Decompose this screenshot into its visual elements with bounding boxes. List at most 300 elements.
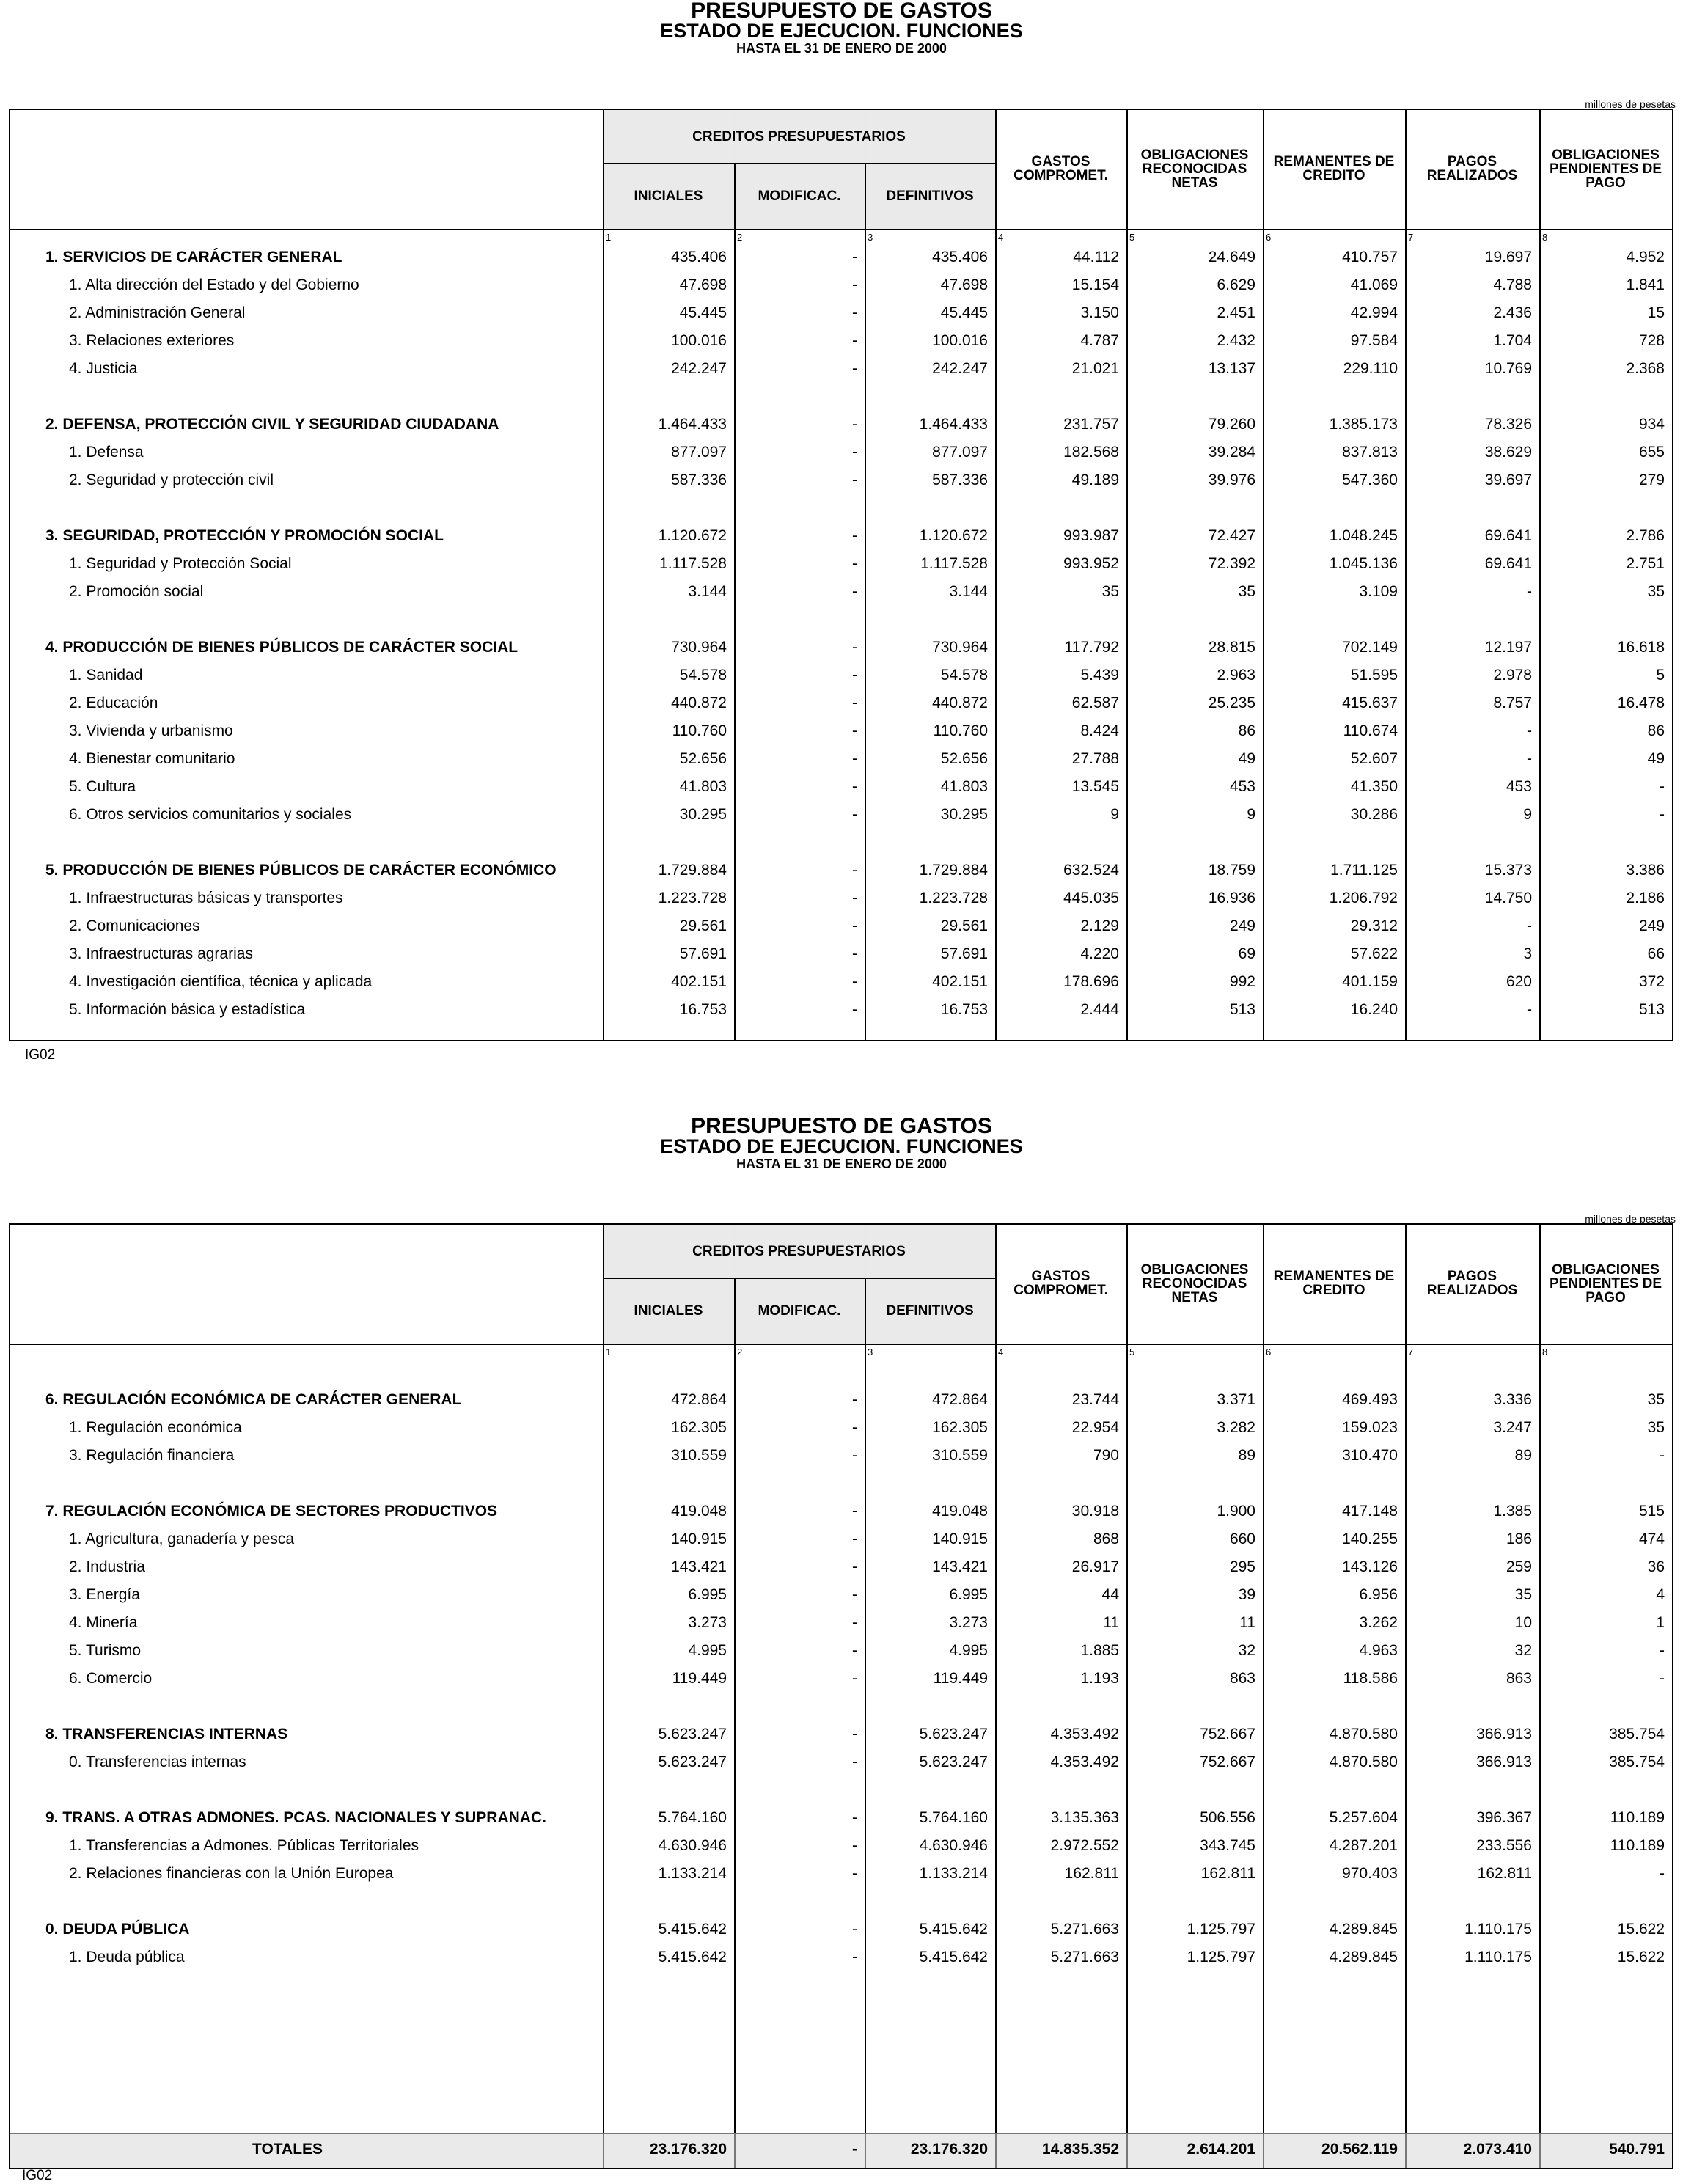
section-label: 8. TRANSFERENCIAS INTERNAS (45, 1726, 288, 1743)
value-cell: 655 (1638, 444, 1665, 461)
item-label: 2. Educación (69, 695, 158, 711)
header-modificac: MODIFICAC. (758, 1302, 841, 1319)
value-cell: 295 (1229, 1558, 1255, 1575)
totals-label: TOTALES (252, 2141, 323, 2158)
value-cell: 1.885 (1080, 1642, 1119, 1659)
column-number: 5 (1129, 232, 1135, 243)
value-cell: 445.035 (1063, 890, 1119, 906)
header-remanentes: REMANENTES DE CREDITO (1273, 1269, 1395, 1298)
value-cell: 1.120.672 (658, 527, 727, 544)
value-cell: - (852, 1419, 857, 1436)
value-cell: - (852, 444, 857, 461)
table-row (10, 1863, 1672, 1885)
value-cell: - (852, 917, 857, 934)
value-cell: 5.623.247 (919, 1726, 988, 1743)
value-cell: 35 (1647, 1391, 1665, 1408)
value-cell: 4.289.845 (1329, 1949, 1398, 1965)
item-label: 2. Relaciones financieras con la Unión Europea (69, 1865, 394, 1882)
value-cell: 632.524 (1063, 862, 1119, 879)
item-label: 3. Regulación financiera (69, 1447, 235, 1464)
value-cell: 1.223.728 (658, 890, 727, 906)
value-cell: 18.759 (1208, 862, 1255, 879)
column-number: 1 (606, 232, 612, 243)
value-cell: 5.439 (1080, 667, 1119, 684)
column-divider (734, 1225, 736, 2168)
value-cell: 52.607 (1350, 750, 1398, 767)
table-row (10, 553, 1672, 575)
total-value: 20.562.119 (1321, 2141, 1398, 2158)
value-cell: 3.273 (688, 1614, 727, 1631)
total-value: 540.791 (1609, 2141, 1665, 2158)
value-cell: 30.918 (1071, 1503, 1119, 1520)
value-cell: - (1527, 917, 1532, 934)
table-row (10, 441, 1672, 463)
value-cell: - (852, 945, 857, 962)
value-cell: 702.149 (1342, 639, 1398, 656)
item-label: 1. Alta dirección del Estado y del Gobierno (69, 276, 359, 293)
section-label: 3. SEGURIDAD, PROTECCIÓN Y PROMOCIÓN SOCIAL (45, 527, 444, 544)
value-cell: 1.048.245 (1329, 527, 1398, 544)
value-cell: 14.750 (1484, 890, 1532, 906)
column-divider (1126, 1225, 1128, 2168)
value-cell: 2.436 (1493, 304, 1532, 321)
value-cell: 119.449 (672, 1670, 727, 1687)
value-cell: 47.698 (679, 276, 727, 293)
value-cell: 143.421 (671, 1558, 727, 1575)
table-row (10, 302, 1672, 324)
table-row (10, 1835, 1672, 1857)
table-row (10, 692, 1672, 714)
header-definitivos: DEFINITIVOS (886, 188, 974, 204)
value-cell: 1.133.214 (919, 1865, 988, 1882)
value-cell: 110.189 (1610, 1837, 1665, 1854)
value-cell: 16.753 (679, 1001, 727, 1018)
value-cell: - (852, 1921, 857, 1938)
header-divider (10, 1344, 1672, 1345)
header-remanentes: REMANENTES DE CREDITO (1273, 154, 1395, 183)
column-number: 8 (1542, 1346, 1548, 1357)
value-cell: 402.151 (932, 973, 988, 990)
value-cell: 472.864 (932, 1391, 988, 1408)
value-cell: - (1527, 1001, 1532, 1018)
value-cell: - (1660, 1447, 1665, 1464)
value-cell: 4.630.946 (658, 1837, 727, 1854)
value-cell: 515 (1638, 1503, 1665, 1520)
value-cell: 72.427 (1208, 527, 1255, 544)
value-cell: 35 (1514, 1586, 1532, 1603)
value-cell: 1.385 (1493, 1503, 1532, 1520)
value-cell: 4.995 (688, 1642, 727, 1659)
value-cell: 934 (1638, 416, 1665, 433)
value-cell: - (852, 1391, 857, 1408)
value-cell: 162.811 (1064, 1865, 1119, 1882)
value-cell: - (852, 527, 857, 544)
table-row (10, 999, 1672, 1021)
value-cell: - (852, 1837, 857, 1854)
value-cell: 3.144 (688, 583, 727, 600)
value-cell: 513 (1638, 1001, 1665, 1018)
header-modificac: MODIFICAC. (758, 188, 841, 204)
header-pagos: PAGOS REALIZADOS (1426, 154, 1518, 183)
item-label: 5. Información básica y estadística (69, 1001, 306, 1018)
value-cell: - (1527, 583, 1532, 600)
item-label: 5. Cultura (69, 778, 136, 795)
value-cell: 728 (1638, 332, 1665, 349)
item-label: 2. Seguridad y protección civil (69, 472, 274, 488)
value-cell: - (852, 778, 857, 795)
value-cell: 242.247 (671, 360, 727, 377)
value-cell: - (852, 472, 857, 488)
value-cell: 143.126 (1342, 1558, 1398, 1575)
value-cell: - (852, 1558, 857, 1575)
value-cell: 4.952 (1626, 249, 1665, 265)
value-cell: 9 (1110, 806, 1119, 823)
value-cell: 79.260 (1208, 416, 1255, 433)
value-cell: - (1660, 1865, 1665, 1882)
column-number: 2 (737, 1346, 743, 1357)
value-cell: 366.913 (1476, 1726, 1532, 1743)
value-cell: 2.786 (1626, 527, 1665, 544)
value-cell: 100.016 (932, 332, 988, 349)
value-cell: 5.623.247 (658, 1754, 727, 1770)
page-subtitle: ESTADO DE EJECUCION. FUNCIONES (660, 1135, 1023, 1157)
value-cell: 837.813 (1342, 444, 1398, 461)
column-number: 4 (998, 1346, 1004, 1357)
value-cell: 993.952 (1063, 555, 1119, 572)
item-label: 1. Agricultura, ganadería y pesca (69, 1531, 295, 1547)
value-cell: 385.754 (1609, 1754, 1665, 1770)
table-row (10, 943, 1672, 965)
value-cell: 5.257.604 (1329, 1809, 1398, 1826)
value-cell: 6.995 (949, 1586, 988, 1603)
page-title: PRESUPUESTO DE GASTOS (691, 1114, 992, 1138)
item-label: 6. Comercio (69, 1670, 153, 1687)
value-cell: 1.125.797 (1187, 1921, 1255, 1938)
value-cell: 21.021 (1071, 360, 1119, 377)
value-cell: - (852, 276, 857, 293)
value-cell: 8.757 (1493, 695, 1532, 711)
value-cell: 54.578 (679, 667, 727, 684)
value-cell: 39.697 (1484, 472, 1532, 488)
value-cell: - (852, 1754, 857, 1770)
value-cell: 29.312 (1350, 917, 1398, 934)
value-cell: 1.385.173 (1329, 416, 1398, 433)
value-cell: 877.097 (932, 444, 988, 461)
value-cell: 472.864 (671, 1391, 727, 1408)
value-cell: 474 (1638, 1531, 1665, 1547)
value-cell: 2.432 (1217, 332, 1255, 349)
value-cell: 15.154 (1071, 276, 1119, 293)
value-cell: - (1660, 1642, 1665, 1659)
value-cell: 44.112 (1073, 249, 1119, 265)
total-value: - (852, 2141, 857, 2158)
value-cell: 410.757 (1342, 249, 1398, 265)
section-label: 4. PRODUCCIÓN DE BIENES PÚBLICOS DE CARÁCTER SOCIAL (45, 639, 518, 656)
value-cell: - (852, 416, 857, 433)
value-cell: 162.811 (1200, 1865, 1255, 1882)
value-cell: 435.406 (932, 249, 988, 265)
header-pendientes: OBLIGACIONES PENDIENTES DE PAGO (1549, 1261, 1662, 1305)
value-cell: 41.803 (679, 778, 727, 795)
item-label: 1. Regulación económica (69, 1419, 242, 1436)
item-label: 2. Promoción social (69, 583, 204, 600)
table-row (10, 581, 1672, 603)
item-label: 2. Administración General (69, 304, 246, 321)
value-cell: 4.787 (1080, 332, 1119, 349)
value-cell: 1.464.433 (658, 416, 727, 433)
value-cell: 15.622 (1617, 1949, 1665, 1965)
value-cell: - (1527, 750, 1532, 767)
value-cell: 16.753 (940, 1001, 988, 1018)
table-row (10, 525, 1672, 547)
value-cell: 78.326 (1484, 416, 1532, 433)
value-cell: 110.760 (933, 722, 988, 739)
value-cell: - (852, 555, 857, 572)
value-cell: 39.976 (1208, 472, 1255, 488)
header-divider (10, 229, 1672, 230)
table-row (10, 246, 1672, 268)
value-cell: 32 (1514, 1642, 1532, 1659)
value-cell: - (852, 973, 857, 990)
value-cell: 12.197 (1484, 639, 1532, 656)
value-cell: - (852, 1531, 857, 1547)
item-label: 1. Infraestructuras básicas y transportes (69, 890, 343, 906)
item-label: 1. Sanidad (69, 667, 143, 684)
header-iniciales: INICIALES (634, 188, 703, 204)
value-cell: 453 (1506, 778, 1532, 795)
value-cell: 6.956 (1359, 1586, 1398, 1603)
value-cell: 45.445 (940, 304, 988, 321)
item-label: 4. Investigación científica, técnica y aplicada (69, 973, 373, 990)
value-cell: 3.386 (1626, 862, 1665, 879)
value-cell: 310.559 (671, 1447, 727, 1464)
item-label: 2. Comunicaciones (69, 917, 200, 934)
value-cell: 417.148 (1342, 1503, 1398, 1520)
value-cell: 2.186 (1626, 890, 1665, 906)
page-period: HASTA EL 31 DE ENERO DE 2000 (736, 41, 947, 56)
table-row (10, 1528, 1672, 1550)
value-cell: 69.641 (1484, 555, 1532, 572)
value-cell: 2.751 (1626, 555, 1665, 572)
value-cell: 5.764.160 (658, 1809, 727, 1826)
section-label: 0. DEUDA PÚBLICA (45, 1921, 190, 1938)
value-cell: 162.811 (1477, 1865, 1532, 1882)
value-cell: 970.403 (1342, 1865, 1398, 1882)
value-cell: 11 (1239, 1614, 1255, 1631)
column-number: 1 (606, 1346, 612, 1357)
value-cell: - (1660, 778, 1665, 795)
form-code: IG02 (25, 1047, 56, 1063)
value-cell: 117.792 (1064, 639, 1119, 656)
header-pagos: PAGOS REALIZADOS (1426, 1269, 1518, 1298)
table-row (10, 664, 1672, 686)
value-cell: 57.622 (1350, 945, 1398, 962)
value-cell: 1.110.175 (1464, 1949, 1532, 1965)
table-row (10, 1389, 1672, 1411)
total-value: 2.073.410 (1463, 2141, 1532, 2158)
value-cell: 415.637 (1342, 695, 1398, 711)
value-cell: 35 (1238, 583, 1255, 600)
value-cell: - (852, 249, 857, 265)
value-cell: 89 (1238, 1447, 1255, 1464)
column-number: 6 (1266, 1346, 1272, 1357)
value-cell: 2.368 (1626, 360, 1665, 377)
value-cell: 1.729.884 (658, 862, 727, 879)
value-cell: 3.262 (1359, 1614, 1398, 1631)
value-cell: 1.464.433 (919, 416, 988, 433)
value-cell: 730.964 (671, 639, 727, 656)
value-cell: - (1527, 722, 1532, 739)
value-cell: 140.915 (932, 1531, 988, 1547)
value-cell: 372 (1638, 973, 1665, 990)
value-cell: 5.415.642 (658, 1921, 727, 1938)
value-cell: 730.964 (932, 639, 988, 656)
value-cell: - (1660, 1670, 1665, 1687)
value-cell: 752.667 (1200, 1754, 1255, 1770)
value-cell: 1.125.797 (1187, 1949, 1255, 1965)
value-cell: 16.478 (1617, 695, 1665, 711)
value-cell: - (852, 722, 857, 739)
value-cell: 231.757 (1063, 416, 1119, 433)
table-row (10, 1612, 1672, 1634)
value-cell: 29.561 (679, 917, 727, 934)
value-cell: 1.120.672 (919, 527, 988, 544)
value-cell: 401.159 (1342, 973, 1398, 990)
value-cell: 343.745 (1200, 1837, 1255, 1854)
value-cell: - (852, 332, 857, 349)
item-label: 1. Transferencias a Admones. Públicas Territoriales (69, 1837, 419, 1854)
budget-table (9, 109, 1673, 1041)
item-label: 4. Minería (69, 1614, 138, 1631)
value-cell: 30.295 (679, 806, 727, 823)
table-row (10, 1417, 1672, 1439)
table-row (10, 887, 1672, 909)
value-cell: 863 (1229, 1670, 1255, 1687)
column-divider (1539, 1225, 1541, 2168)
column-number: 3 (868, 232, 873, 243)
value-cell: 790 (1093, 1447, 1119, 1464)
value-cell: 16.936 (1208, 890, 1255, 906)
value-cell: 41.803 (940, 778, 988, 795)
value-cell: 15.622 (1617, 1921, 1665, 1938)
value-cell: - (852, 1001, 857, 1018)
value-cell: 35 (1647, 583, 1665, 600)
page-period: HASTA EL 31 DE ENERO DE 2000 (736, 1157, 947, 1171)
value-cell: 513 (1229, 1001, 1255, 1018)
value-cell: 587.336 (932, 472, 988, 488)
value-cell: 72.392 (1208, 555, 1255, 572)
value-cell: 52.656 (940, 750, 988, 767)
value-cell: 4.870.580 (1329, 1726, 1398, 1743)
value-cell: 4.220 (1080, 945, 1119, 962)
value-cell: 162.305 (671, 1419, 727, 1436)
section-label: 6. REGULACIÓN ECONÓMICA DE CARÁCTER GENERAL (45, 1391, 462, 1408)
value-cell: 229.110 (1343, 360, 1398, 377)
table-row (10, 748, 1672, 770)
value-cell: 52.656 (679, 750, 727, 767)
value-cell: 66 (1647, 945, 1665, 962)
value-cell: 2.972.552 (1050, 1837, 1119, 1854)
value-cell: - (852, 360, 857, 377)
value-cell: 396.367 (1476, 1809, 1532, 1826)
value-cell: 11 (1103, 1614, 1119, 1631)
table-row (10, 274, 1672, 296)
value-cell: 45.445 (679, 304, 727, 321)
value-cell: 9 (1247, 806, 1255, 823)
value-cell: 1.045.136 (1329, 555, 1398, 572)
value-cell: 15 (1647, 304, 1665, 321)
value-cell: - (852, 695, 857, 711)
value-cell: 110.674 (1343, 722, 1398, 739)
value-cell: 4.289.845 (1329, 1921, 1398, 1938)
section-label: 1. SERVICIOS DE CARÁCTER GENERAL (45, 249, 342, 265)
value-cell: 4.870.580 (1329, 1754, 1398, 1770)
value-cell: 4.353.492 (1050, 1754, 1119, 1770)
value-cell: 469.493 (1342, 1391, 1398, 1408)
value-cell: 39.284 (1208, 444, 1255, 461)
value-cell: 32 (1238, 1642, 1255, 1659)
value-cell: 3.371 (1217, 1391, 1255, 1408)
value-cell: 54.578 (940, 667, 988, 684)
table-row (10, 860, 1672, 882)
item-label: 4. Justicia (69, 360, 138, 377)
value-cell: 547.360 (1342, 472, 1398, 488)
table-row (10, 720, 1672, 742)
total-value: 2.614.201 (1187, 2141, 1255, 2158)
value-cell: 119.449 (933, 1670, 988, 1687)
value-cell: 5 (1656, 667, 1665, 684)
value-cell: 47.698 (940, 276, 988, 293)
table-row (10, 1584, 1672, 1606)
value-cell: 1.133.214 (658, 1865, 727, 1882)
value-cell: 13.545 (1071, 778, 1119, 795)
value-cell: 419.048 (932, 1503, 988, 1520)
value-cell: 3.144 (949, 583, 988, 600)
value-cell: 242.247 (932, 360, 988, 377)
value-cell: 4.788 (1493, 276, 1532, 293)
value-cell: 2.963 (1217, 667, 1255, 684)
value-cell: 1 (1656, 1614, 1665, 1631)
header-gastos: GASTOS COMPROMET. (1013, 1269, 1108, 1298)
value-cell: 36 (1647, 1558, 1665, 1575)
table-row (10, 776, 1672, 798)
value-cell: 2.444 (1080, 1001, 1119, 1018)
value-cell: 440.872 (932, 695, 988, 711)
value-cell: 440.872 (671, 695, 727, 711)
column-divider (1405, 1225, 1407, 2168)
column-number: 6 (1266, 232, 1272, 243)
value-cell: 1.110.175 (1464, 1921, 1532, 1938)
table-row (10, 1640, 1672, 1662)
value-cell: 2.978 (1493, 667, 1532, 684)
value-cell: 1.704 (1493, 332, 1532, 349)
value-cell: 752.667 (1200, 1726, 1255, 1743)
value-cell: 868 (1093, 1531, 1119, 1547)
item-label: 3. Energía (69, 1586, 140, 1603)
value-cell: 25.235 (1208, 695, 1255, 711)
value-cell: 1.206.792 (1329, 890, 1398, 906)
value-cell: 9 (1523, 806, 1532, 823)
value-cell: 110.189 (1610, 1809, 1665, 1826)
value-cell: 24.649 (1208, 249, 1255, 265)
table-row (10, 1500, 1672, 1522)
table-row (10, 358, 1672, 380)
value-cell: 89 (1514, 1447, 1532, 1464)
value-cell: 419.048 (671, 1503, 727, 1520)
section-label: 5. PRODUCCIÓN DE BIENES PÚBLICOS DE CARÁCTER ECONÓMICO (45, 862, 557, 879)
value-cell: 506.556 (1200, 1809, 1255, 1826)
value-cell: 159.023 (1342, 1419, 1398, 1436)
